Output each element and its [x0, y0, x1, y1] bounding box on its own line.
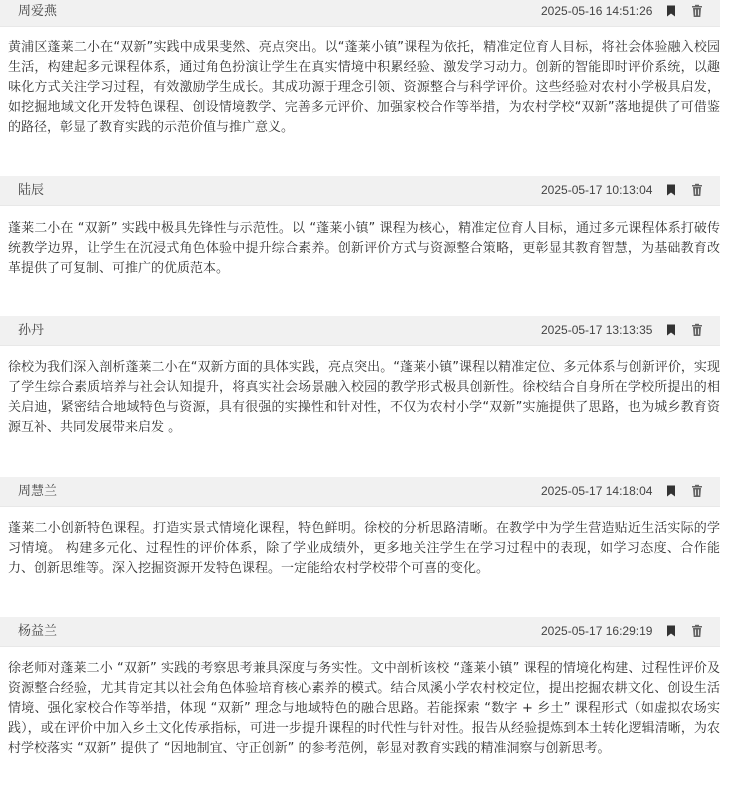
- comment-text: 黄浦区蓬莱二小在“双新”实践中成果斐然、亮点突出。以“蓬莱小镇”课程为依托，精准定位育人目标，将社会体验融入校园生活，构建起多元课程体系，通过角色扮演让学生在真实情境中积累经验、激发学习动力。创新的智能即时评价系统，以趣味化方式关注学习过程，有效激励学生成长。其成功源于理念引领、资源整合与科学评价。这些经验对农村小学极具启发，如挖掘地域文化开发特色课程、创设情境教学、完善多元评价、加强家校合作等举措，为农村学校“双新”落地提供了可借鉴的路径，彰显了教育实践的示范价值与推广意义。: [8, 40, 720, 135]
- comment-item: [0, 316, 720, 446]
- comment-item: [0, 176, 720, 286]
- comment-timestamp: 2025-05-17 13:13:35: [541, 323, 653, 337]
- comment-item: [0, 0, 720, 147]
- bookmark-icon[interactable]: [664, 323, 678, 337]
- comment-header: [0, 477, 720, 507]
- bookmark-icon[interactable]: [664, 183, 678, 197]
- comment-timestamp: 2025-05-17 14:18:04: [541, 484, 653, 498]
- comment-text: 蓬莱二小在 “双新” 实践中极具先锋性与示范性。以 “蓬莱小镇” 课程为核心，精准定位育人目标，通过多元课程体系打破传统教学边界，让学生在沉浸式角色体验中提升综合素养。创新评价方式与资源整合策略，更彰显其教育智慧，为基础教育改革提供了可复制、可推广的优质范本。: [8, 221, 720, 276]
- comment-author: 陆辰: [18, 183, 45, 198]
- trash-icon[interactable]: [690, 183, 704, 197]
- comment-item: [0, 477, 720, 587]
- trash-icon[interactable]: [690, 624, 704, 638]
- comment-item: [0, 617, 720, 802]
- bookmark-icon[interactable]: [664, 4, 678, 18]
- comment-text: 蓬莱二小创新特色课程。打造实景式情境化课程，特色鲜明。徐校的分析思路清晰。在教学中为学生营造贴近生活实际的学习情境。 构建多元化、过程性的评价体系，除了学业成绩外，更多地关注学生在学习过程中的表现，如学习态度、合作能力、创新思维等。深入挖掘资源开发特色课程。一定能给农村学校带个可喜的变化。: [8, 521, 720, 576]
- comment-author: 孙丹: [18, 323, 45, 338]
- comment-header: [0, 617, 720, 647]
- comment-timestamp: 2025-05-17 16:29:19: [541, 624, 653, 638]
- trash-icon[interactable]: [690, 323, 704, 337]
- trash-icon[interactable]: [690, 4, 704, 18]
- comment-header: [0, 0, 720, 27]
- comment-author: 杨益兰: [18, 624, 58, 639]
- comment-timestamp: 2025-05-16 14:51:26: [541, 4, 653, 18]
- bookmark-icon[interactable]: [664, 484, 678, 498]
- comment-header: [0, 316, 720, 346]
- comment-timestamp: 2025-05-17 10:13:04: [541, 183, 653, 197]
- trash-icon[interactable]: [690, 484, 704, 498]
- bookmark-icon[interactable]: [664, 624, 678, 638]
- comment-header: [0, 176, 720, 206]
- comment-text: 徐老师对蓬莱二小 “双新” 实践的考察思考兼具深度与务实性。文中剖析该校 “蓬莱小镇” 课程的情境化构建、过程性评价及资源整合经验，尤其肯定其以社会角色体验培育核心素养的模式。结合凤溪小学农村校定位，提出挖掘农耕文化、创设生活情境、强化家校合作等举措，体现 “双新” 理念与地域特色的融合思路。若能探索 “数字 + 乡土” 课程形式（如虚拟农场实践），或在评价中加入乡土文化传承指标，可进一步提升课程的时代性与针对性。报告从经验提炼到本土转化逻辑清晰，为农村学校落实 “双新” 提供了 “因地制宜、守正创新” 的参考范例，彰显对教育实践的精准洞察与创新思考。: [8, 661, 720, 756]
- comment-author: 周爱燕: [18, 4, 58, 19]
- comment-author: 周慧兰: [18, 484, 58, 499]
- comment-text: 徐校为我们深入剖析蓬莱二小在“双新方面的具体实践，亮点突出。“蓬莱小镇”课程以精准定位、多元体系与创新评价，实现了学生综合素质培养与社会认知提升，将真实社会场景融入校园的教学形式极具创新性。徐校结合自身所在学校所提出的相关启迪，紧密结合地域特色与资源，具有很强的实操性和针对性，不仅为农村小学“双新”实施提供了思路，也为城乡教育资源互补、共同发展带来启发 。: [8, 360, 720, 435]
